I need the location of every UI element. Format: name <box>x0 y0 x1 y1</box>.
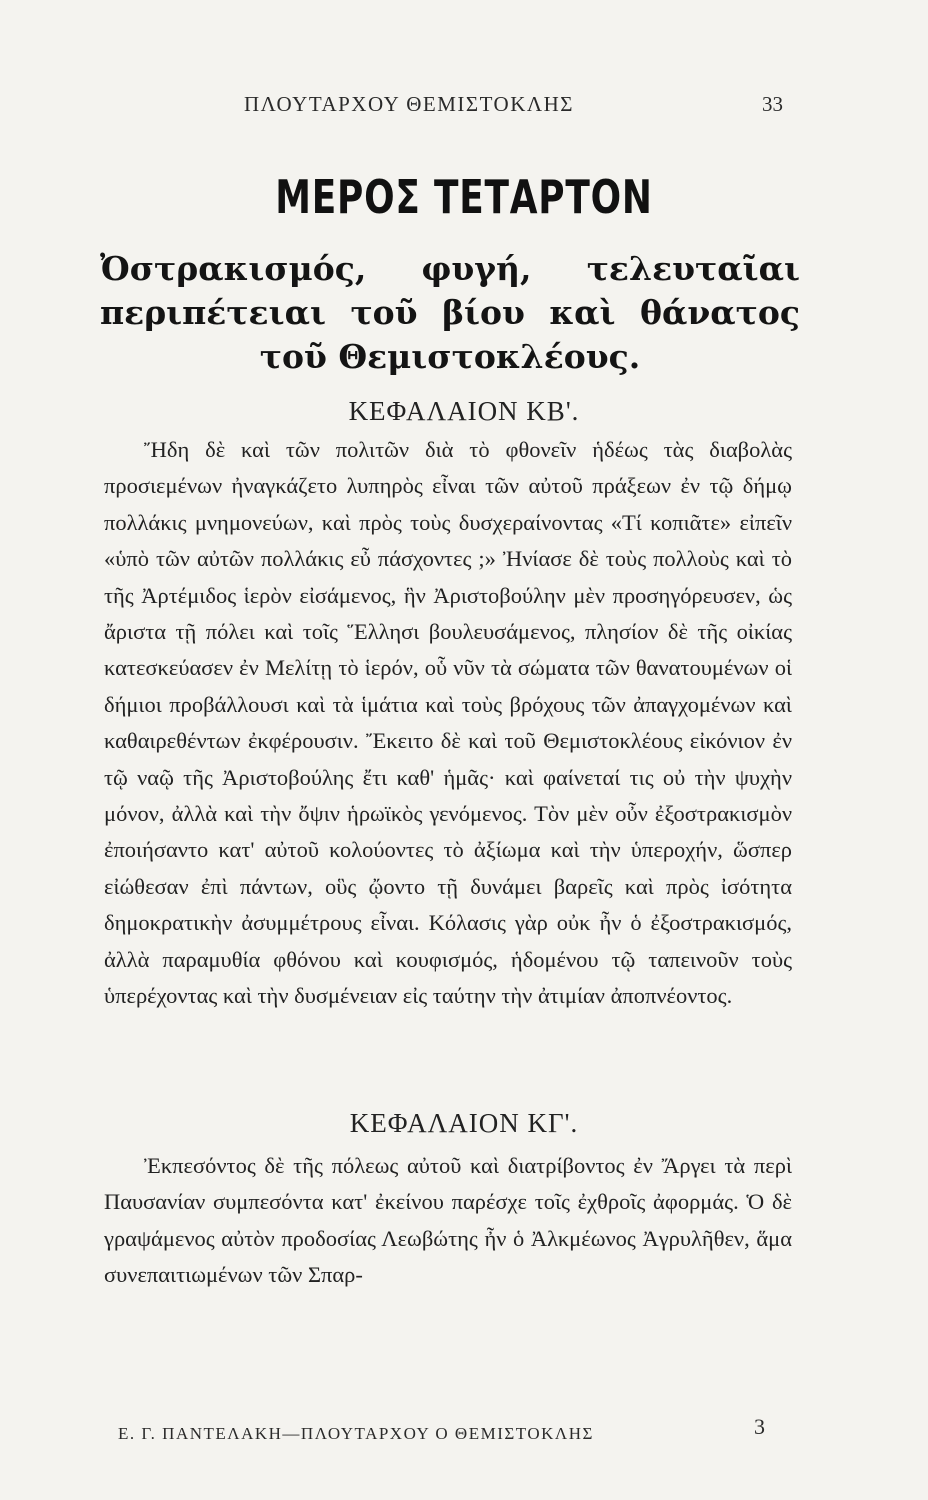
chapter-heading-22: ΚΕΦΑΛΑΙΟΝ ΚΒ'. <box>348 396 580 426</box>
part-subtitle: Ὀστρακισμός, φυγή, τελευταῖαι περιπέτειαι τοῦ βίου καὶ θάνατος τοῦ Θεμιστοκλέους. <box>100 249 800 376</box>
page-number: 33 <box>762 92 783 116</box>
chapter-text-22: Ἤδη δὲ καὶ τῶν πολιτῶν διὰ τὸ φθονεῖν ἡδέως τὰς διαβολὰς προσιεμένων ἠναγκάζετο λυπηρὸς εἶναι τῶν αὐτοῦ πράξεων ἐν τῷ δήμῳ πολλάκις μνημονεύων, καὶ πρὸς τοὺς δυσχεραίνοντας «Τί κοπιᾶτε» εἰπεῖν «ὑπὸ τῶν αὐτῶν πολλάκις εὖ πάσχοντες ;» Ἠνίασε δὲ τοὺς πολλοὺς καὶ τὸ τῆς Ἀρτέμιδος ἱερὸν εἰσάμενος, ἣν Ἀριστοβούλην μὲν προσηγόρευσεν, ὡς ἄριστα τῇ πόλει καὶ τοῖς Ἕλλησι βουλευσάμενος, πλησίον δὲ τῆς οἰκίας κατεσκεύασεν ἐν Μελίτῃ τὸ ἱερόν, οὗ νῦν τὰ σώματα τῶν θανατουμένων οἱ δήμιοι προβάλλουσι καὶ τὰ ἱμάτια καὶ τοὺς βρόχους τῶν ἀπαγχομένων καὶ καθαιρεθέντων ἐκφέρουσιν. Ἔκειτο δὲ καὶ τοῦ Θεμιστοκλέους εἰκόνιον ἐν τῷ ναῷ τῆς Ἀριστοβούλης ἔτι καθ' ἡμᾶς· καὶ φαίνεταί τις οὐ τὴν ψυχὴν μόνον, ἀλλὰ καὶ τὴν ὄψιν ἡρωϊκὸς γενόμενος. Τὸν μὲν οὖν ἐξοστρακισμὸν ἐποιήσαντο κατ' αὐτοῦ κολούοντες τὸ ἀξίωμα καὶ τὴν ὑπεροχήν, ὥσπερ εἰώθεσαν ἐπὶ πάντων, οὓς ᾤοντο τῇ δυνάμει βαρεῖς καὶ πρὸς ἰσότητα δημοκρατικὴν ἀσυμμέτρους εἶναι. Κόλασις γὰρ οὐκ ἦν ὁ ἐξοστρακισμός, ἀλλὰ παραμυθία φθόνου καὶ κουφισμός, ἡδομένου τῷ ταπεινοῦν τοὺς ὑπερέχοντας καὶ τὴν δυσμένειαν εἰς ταύτην τὴν ἀτιμίαν ἀποπνέοντος. <box>104 437 792 1009</box>
chapter-heading-23: ΚΕΦΑΛΑΙΟΝ ΚΓ'. <box>349 1108 579 1138</box>
part-title: ΜΕΡΟΣ ΤΕΤΑΡΤΟΝ <box>275 170 653 224</box>
page-footer <box>0 1414 928 1448</box>
chapter-text-23: Ἐκπεσόντος δὲ τῆς πόλεως αὐτοῦ καὶ διατρίβοντος ἐν Ἄργει τὰ περὶ Παυσανίαν συμπεσόντα κατ' ἐκείνου παρέσχε τοῖς ἐχθροῖς ἀφορμάς. Ὁ δὲ γραψάμενος αὐτὸν προδοσίας Λεωβώτης ἦν ὁ Ἀλκμέωνος Ἀγρυλῆθεν, ἅμα συνεπαιτιωμένων τῶν Σπαρ- <box>104 1153 792 1288</box>
running-header <box>0 92 928 120</box>
running-title: ΠΛΟΥΤΑΡΧΟΥ ΘΕΜΙΣΤΟΚΛΗΣ <box>244 92 575 116</box>
footer-imprint: Ε. Γ. ΠΑΝΤΕΛΑΚΗ—ΠΛΟΥΤΑΡΧΟΥ Ο ΘΕΜΙΣΤΟΚΛΗΣ <box>118 1424 594 1443</box>
signature-mark: 3 <box>754 1414 765 1439</box>
